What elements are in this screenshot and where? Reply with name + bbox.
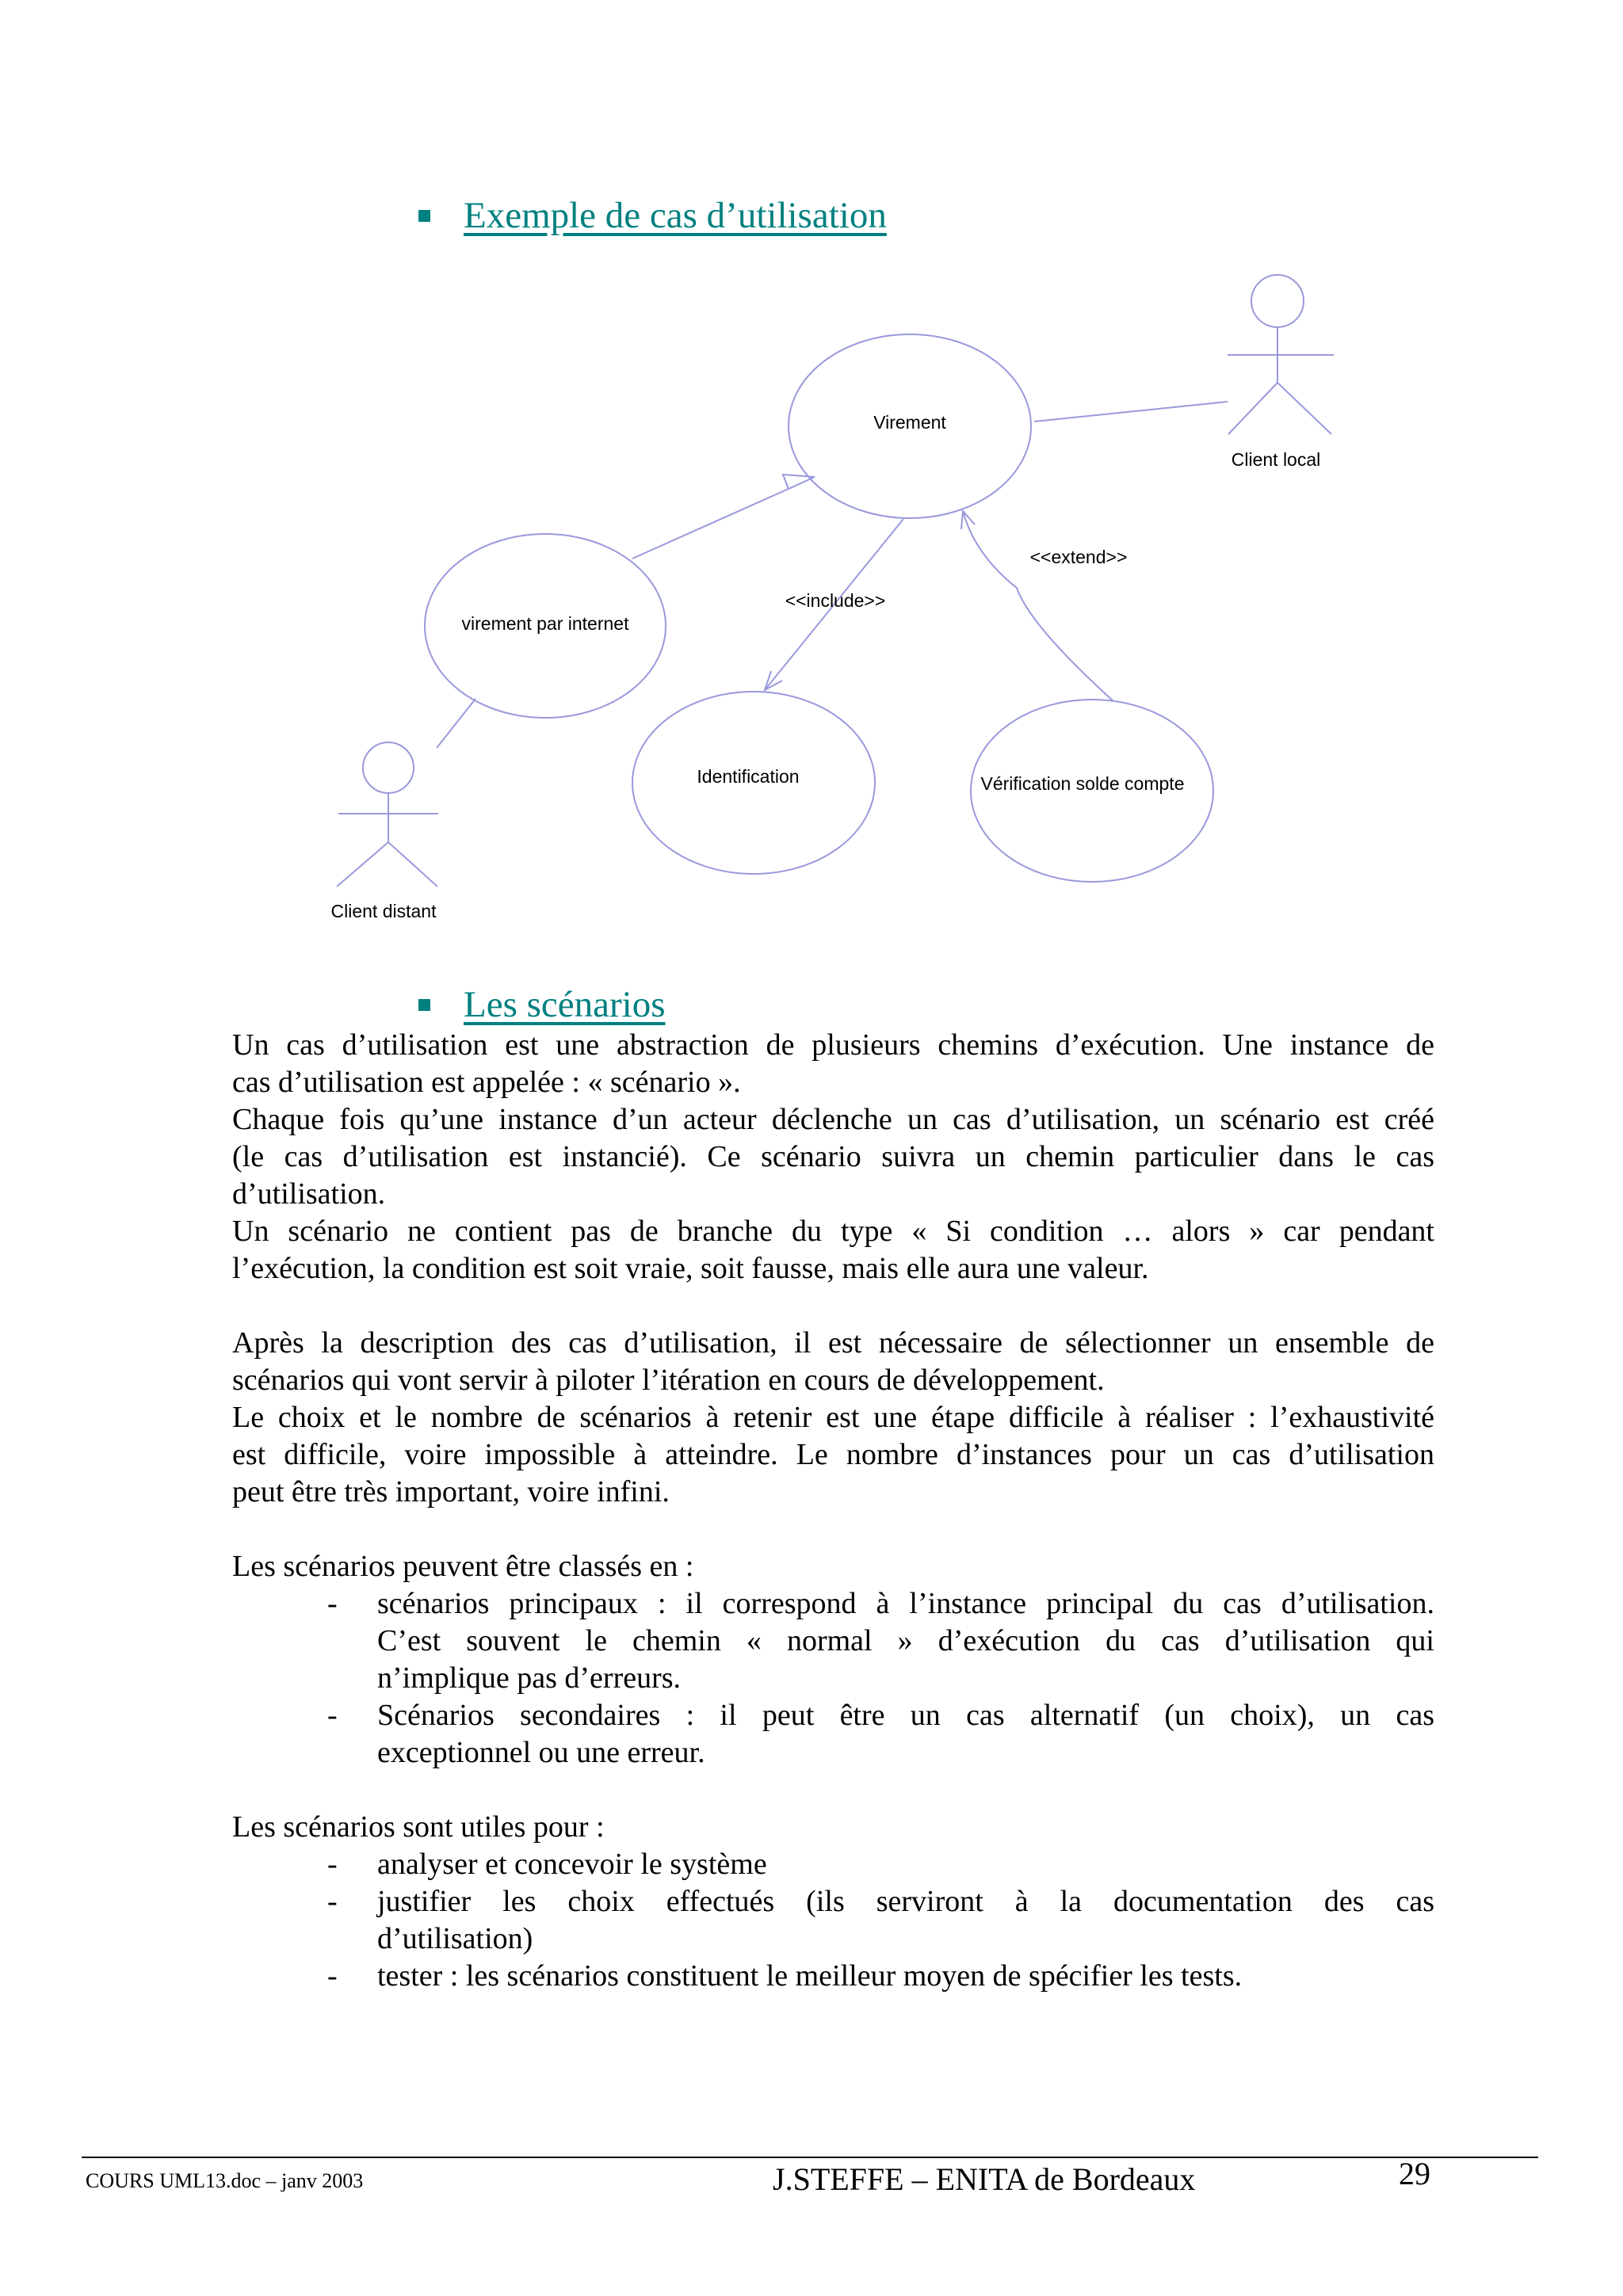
heading-text: Exemple de cas d’utilisation <box>464 195 887 236</box>
list-item-line: Scénarios secondaires : il peut être un cas alternatif (un choix), un cas <box>377 1699 1434 1732</box>
list-item-line: exceptionnel ou une erreur. <box>377 1736 705 1769</box>
paragraph-line: Le choix et le nombre de scénarios à retenir est une étape difficile à réaliser : l’exhaustivité <box>232 1401 1434 1434</box>
include-stereotype-label: <<include>> <box>785 590 886 611</box>
list-item <box>232 1958 1434 1995</box>
dash-bullet: - <box>327 1699 338 1732</box>
actor-client-local-label: Client local <box>1231 449 1321 470</box>
footer-filename: COURS UML13.doc – janv 2003 <box>86 2169 364 2192</box>
dash-bullet: - <box>327 1587 338 1620</box>
use-case-verification-label: Vérification solde compte <box>980 773 1185 794</box>
paragraph-line: est difficile, voire impossible à atteindre. Le nombre d’instances pour un cas d’utilisation <box>232 1438 1434 1471</box>
actor-client-local-icon <box>1228 275 1334 434</box>
square-bullet-icon <box>418 999 430 1011</box>
extend-stereotype-label: <<extend>> <box>1029 547 1128 567</box>
paragraph-line: Un scénario ne contient pas de branche du type « Si condition … alors » car pendant <box>232 1215 1434 1248</box>
list-item-line: tester : les scénarios constituent le meilleur moyen de spécifier les tests. <box>377 1959 1243 1993</box>
actor-client-distant-icon <box>337 742 438 887</box>
list-item-line: C’est souvent le chemin « normal » d’exécution du cas d’utilisation qui <box>377 1624 1434 1657</box>
paragraph-line: d’utilisation. <box>232 1177 386 1211</box>
body-text <box>232 1027 1434 1995</box>
association-line <box>1034 402 1228 421</box>
paragraph-line: Un cas d’utilisation est une abstraction de plusieurs chemins d’exécution. Une instance de <box>232 1028 1434 1062</box>
use-case-diagram <box>0 0 1623 951</box>
use-case-virement-internet-label: virement par internet <box>461 613 629 634</box>
paragraph-line: Chaque fois qu’une instance d’un acteur déclenche un cas d’utilisation, un scénario est créé <box>232 1103 1434 1136</box>
list-item <box>232 1883 1434 1958</box>
use-case-virement-label: Virement <box>873 412 946 433</box>
paragraph-line: peut être très important, voire infini. <box>232 1475 670 1508</box>
association-line <box>437 699 475 748</box>
extend-arrow <box>961 511 1113 701</box>
list-intro: Les scénarios sont utiles pour : <box>232 1810 605 1844</box>
footer-divider <box>82 2157 1538 2158</box>
list-item <box>232 1585 1434 1697</box>
list-item <box>232 1846 1434 1883</box>
section-heading-scenarios <box>418 981 665 1028</box>
list-item-line: scénarios principaux : il correspond à l’instance principal du cas d’utilisation. <box>377 1587 1434 1620</box>
dash-bullet: - <box>327 1885 338 1918</box>
paragraph-line: (le cas d’utilisation est instancié). Ce scénario suivra un chemin particulier dans le cas <box>232 1140 1434 1173</box>
paragraph-line: cas d’utilisation est appelée : « scénario ». <box>232 1066 741 1099</box>
page-number: 29 <box>1399 2156 1430 2191</box>
list-intro: Les scénarios peuvent être classés en : <box>232 1550 694 1583</box>
heading-text: Les scénarios <box>464 984 666 1025</box>
generalization-arrow <box>632 475 815 559</box>
dash-bullet: - <box>327 1848 338 1881</box>
list-item-line: d’utilisation) <box>377 1922 533 1955</box>
paragraph-line: l’exécution, la condition est soit vraie, soit fausse, mais elle aura une valeur. <box>232 1252 1149 1285</box>
paragraph-line: Après la description des cas d’utilisation, il est nécessaire de sélectionner un ensemble de <box>232 1326 1434 1360</box>
list-item <box>232 1697 1434 1772</box>
paragraph-line: scénarios qui vont servir à piloter l’itération en cours de développement. <box>232 1363 1105 1397</box>
dash-bullet: - <box>327 1959 338 1993</box>
list-item-line: analyser et concevoir le système <box>377 1848 767 1881</box>
list-item-line: justifier les choix effectués (ils serviront à la documentation des cas <box>377 1885 1434 1918</box>
list-item-line: n’implique pas d’erreurs. <box>377 1661 682 1695</box>
use-case-identification-label: Identification <box>697 766 800 787</box>
actor-client-distant-label: Client distant <box>330 901 437 921</box>
footer-author: J.STEFFE – ENITA de Bordeaux <box>773 2161 1196 2197</box>
